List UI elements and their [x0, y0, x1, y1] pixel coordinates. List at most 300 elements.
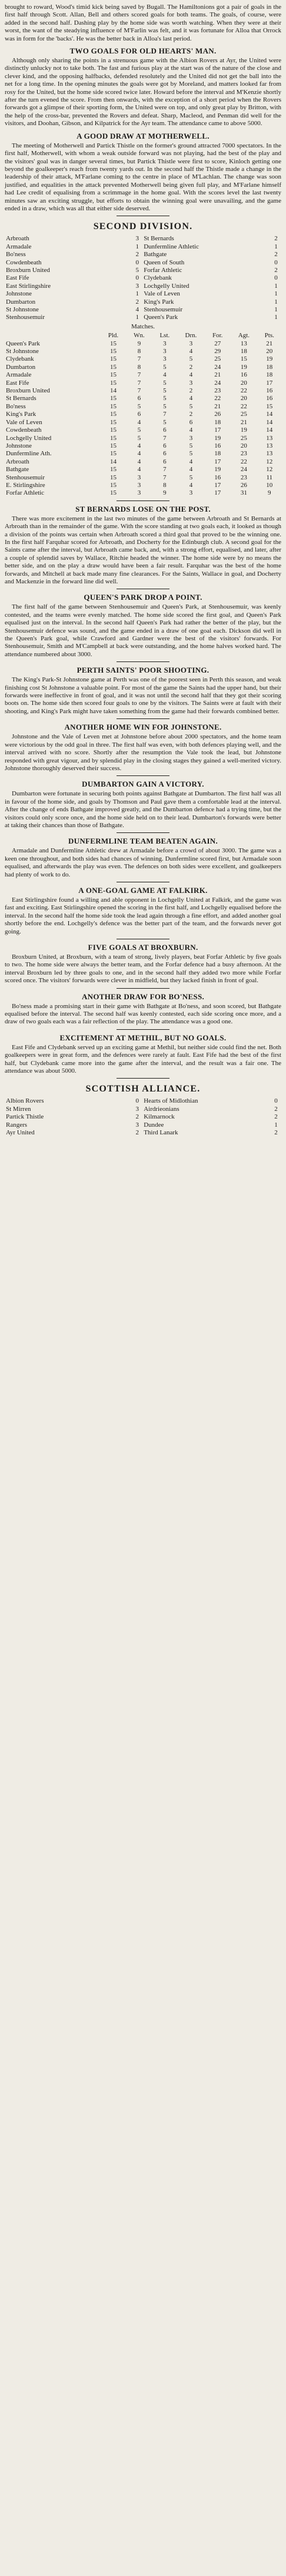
away-score: 2	[274, 1113, 278, 1121]
report-heading: A ONE-GOAL GAME AT FALKIRK.	[78, 885, 208, 895]
home-team: East Stirlingshire	[6, 282, 51, 290]
table-row	[5, 489, 281, 497]
paragraph: Johnstone and the Vale of Leven met at Johnstone before about 2000 spectators, and the home team were victorious by the odd goal in three. The first half was even, with both defences playing well, and the interval arrived with no score. Shortly after the resumption the Vale took the lead, but Johnstone responded with great vigour, and by splendid play in the closing stages they gained a well-merited victory. Johnstone thoroughly deserved their success.	[5, 733, 281, 772]
paragraph: Broxburn United, at Broxburn, with a team of strong, lively players, beat Forfar Athletic by five goals to two. The home side were always the better team, and the Forfar defence had a busy afternoon. At the interval Broxburn led by three goals to one, and in the second half they added two more while Forfar scored once. The visitors' forwards were clever in midfield, but they lacked finish in front of goal.	[5, 953, 281, 985]
stat-cell: 4	[137, 442, 141, 449]
result-row	[5, 251, 281, 258]
away-score: 1	[274, 1121, 278, 1129]
home-score: 1	[135, 243, 139, 250]
stat-cell: 19	[214, 434, 221, 442]
away-team: Dunfermline Athletic	[144, 243, 199, 250]
stat-cell: 14	[109, 387, 117, 395]
stat-cell: 15	[109, 411, 117, 418]
away-team: Forfar Athletic	[144, 266, 182, 274]
stat-cell: 12	[266, 466, 273, 473]
stat-cell: 3	[163, 355, 167, 363]
home-team: East Fife	[6, 274, 29, 282]
stat-cell: 13	[266, 450, 273, 458]
stat-cell: 20	[240, 379, 247, 387]
team-name: Bathgate	[6, 466, 29, 473]
column-header: Drn.	[185, 332, 197, 340]
stat-cell: 6	[163, 442, 167, 449]
table-header-row	[5, 332, 281, 340]
stat-cell: 13	[240, 340, 247, 347]
stat-cell: 3	[189, 434, 193, 442]
stat-cell: 19	[240, 426, 247, 434]
team-column-header	[5, 332, 101, 340]
away-team: Queen's Park	[144, 314, 178, 321]
paragraph: Although only sharing the points in a strenuous game with the Albion Rovers at Ayr, the United were distinctly unlucky not to take both. The fast and furious play at the start was of the nature of the close and clever kind, and the opposing halfbacks, defended resolutely and the United did not get the ball into the net for a long time. In the opening minutes the goals were got by Moreland, and matters looked far from rosy for the United, but the home side scored twice later. Howard before the interval and M'Kenzie shortly after the turn evened the score. From then onwards, with the exception of a short period when the Rovers forwards got a glimpse of their sporting form, the United were on top, and only great play by Britton, with the help of the cross-bar, prevented the Rovers and defeat. Sharp, Macleod, and Penman did well for the visitors, and Doohan, Gibson, and Kilpatrick for the Ayr team. The attendance came to above 5000.	[5, 57, 281, 127]
stat-cell: 2	[189, 363, 193, 371]
stat-cell: 15	[109, 434, 117, 442]
result-row	[5, 306, 281, 314]
result-row	[5, 290, 281, 298]
stat-cell: 5	[189, 473, 193, 481]
stat-cell: 9	[163, 489, 167, 497]
team-name: Arbroath	[6, 458, 29, 465]
stat-cell: 4	[189, 395, 193, 402]
stat-cell: 14	[109, 458, 117, 465]
table-row	[5, 426, 281, 434]
stat-cell: 16	[240, 371, 247, 379]
stat-cell: 17	[214, 458, 221, 465]
stat-cell: 16	[214, 473, 221, 481]
stat-cell: 17	[266, 379, 273, 387]
home-score: 0	[135, 258, 139, 266]
stat-cell: 4	[189, 371, 193, 379]
away-team: Dundee	[144, 1121, 164, 1129]
stat-cell: 15	[109, 379, 117, 387]
team-name: Johnstone	[6, 442, 32, 449]
report-heading: PERTH SAINTS' POOR SHOOTING.	[77, 666, 209, 675]
home-team: Cowdenbeath	[6, 258, 42, 266]
alliance-results	[5, 1097, 281, 1137]
stat-cell: 5	[163, 363, 167, 371]
divider	[117, 1029, 169, 1030]
stat-cell: 7	[137, 379, 141, 387]
stat-cell: 15	[109, 395, 117, 402]
stat-cell: 4	[137, 458, 141, 465]
home-score: 0	[135, 1097, 139, 1105]
away-score: 1	[274, 306, 278, 313]
result-row	[5, 314, 281, 321]
home-team: Arbroath	[6, 235, 29, 243]
away-team: Airdrieonians	[144, 1105, 179, 1113]
stat-cell: 9	[137, 340, 141, 347]
stat-cell: 11	[266, 473, 273, 481]
team-name: Lochgelly United	[6, 434, 52, 442]
result-row	[5, 1106, 281, 1113]
home-team: Ayr United	[6, 1129, 35, 1137]
stat-cell: 5	[189, 442, 193, 449]
stat-cell: 15	[109, 402, 117, 410]
away-score: 1	[274, 314, 278, 321]
table-row	[5, 442, 281, 450]
paragraph: The King's Park-St Johnstone game at Perth was one of the poorest seen in Perth this season, and weak finishing cost St Johnstone a valuable point. For most of the game the Saints had the upper hand, but their forwards were ineffective in front of goal, and it was not until the second half that they got their scoring boots on. The home side then scored four goals to one by the visitors. The Saints were at fault with their shooting, and King's Park might have taken something from the game had their forwards combined better.	[5, 676, 281, 715]
result-row	[5, 283, 281, 290]
stat-cell: 17	[214, 426, 221, 434]
home-score: 1	[135, 314, 139, 321]
away-score: 2	[274, 235, 278, 243]
stat-cell: 15	[109, 348, 117, 355]
stat-cell: 20	[240, 395, 247, 402]
away-score: 2	[274, 1129, 278, 1137]
stat-cell: 3	[189, 489, 193, 497]
home-score: 5	[135, 266, 139, 274]
result-row	[5, 1129, 281, 1137]
stat-cell: 27	[214, 340, 221, 347]
away-score: 1	[274, 243, 278, 250]
stat-cell: 4	[163, 371, 167, 379]
stat-cell: 7	[137, 387, 141, 395]
paragraph: brought to roward, Wood's timid kick being saved by Bugall. The Hamiltonions got a pair of goals in the first half through Scott. Allan, Bell and others scored goals for both teams. The goals, of course, were added in the second half. Dashing play by the home side was worth watching. When they were at their worst, the want of the steadying influence of M'Farlin was felt, and it was fortunate for Alloa that Orrock was in form for the 'backs'. He was the better back in Alloa's last period.	[5, 4, 281, 42]
stat-cell: 20	[240, 442, 247, 449]
home-score: 2	[135, 1113, 139, 1121]
result-row	[5, 1097, 281, 1105]
report-heading: FIVE GOALS AT BROXBURN.	[88, 943, 198, 952]
table-row	[5, 379, 281, 387]
home-score: 3	[135, 1121, 139, 1129]
stat-cell: 4	[137, 418, 141, 426]
paragraph: Dumbarton were fortunate in securing both points against Bathgate at Dumbarton. The first half was all in favour of the home side, and goals by Thomson and Paul gave them a comfortable lead at the interval. After the change of ends Bathgate improved greatly, and the Dumbarton defence had a trying time, but the visitors could only score once, and the home side held on to their lead. Dumbarton's forwards were better at taking their chances than those of Bathgate.	[5, 790, 281, 829]
stat-cell: 5	[189, 402, 193, 410]
home-score: 2	[135, 298, 139, 305]
stat-cell: 15	[109, 442, 117, 449]
result-row	[5, 1113, 281, 1121]
team-name: Broxburn United	[6, 387, 50, 395]
stat-cell: 7	[163, 411, 167, 418]
league-table-caption: Matches.	[131, 323, 155, 330]
home-score: 3	[135, 282, 139, 290]
report-heading: ANOTHER HOME WIN FOR JOHNSTONE.	[64, 723, 222, 732]
stat-cell: 4	[137, 466, 141, 473]
paragraph: Bo'ness made a promising start in their game with Bathgate at Bo'ness, and soon scored, but Bathgate equalised before the interval. The second half was keenly contested, each side scoring once more, and a draw of two goals each was a fair reflection of the play. The attendance was a good one.	[5, 1002, 281, 1026]
stat-cell: 3	[137, 481, 141, 489]
stat-cell: 21	[214, 402, 221, 410]
home-team: Partick Thistle	[6, 1113, 44, 1121]
stat-cell: 7	[163, 466, 167, 473]
home-team: St Mirren	[6, 1105, 31, 1113]
away-team: King's Park	[144, 298, 174, 305]
table-row	[5, 340, 281, 348]
opening-text	[5, 4, 281, 43]
away-team: Kilmarnock	[144, 1113, 175, 1121]
team-name: Dumbarton	[6, 363, 36, 371]
stat-cell: 2	[189, 387, 193, 395]
stat-cell: 5	[163, 395, 167, 402]
stat-cell: 3	[137, 473, 141, 481]
away-team: Clydebank	[144, 274, 172, 282]
stat-cell: 15	[109, 466, 117, 473]
team-name: Stenhousemuir	[6, 473, 45, 481]
stat-cell: 15	[266, 402, 273, 410]
column-header: Pld.	[108, 332, 119, 340]
stat-cell: 15	[109, 450, 117, 458]
table-row	[5, 348, 281, 355]
stat-cell: 3	[163, 340, 167, 347]
stat-cell: 16	[266, 387, 273, 395]
stat-cell: 7	[137, 371, 141, 379]
column-header: Wn.	[134, 332, 145, 340]
home-team: Armadale	[6, 243, 32, 250]
home-team: Bo'ness	[6, 251, 26, 258]
away-score: 0	[274, 274, 278, 282]
stat-cell: 13	[266, 434, 273, 442]
stat-cell: 18	[214, 450, 221, 458]
stat-cell: 8	[163, 481, 167, 489]
stat-cell: 4	[189, 481, 193, 489]
stat-cell: 20	[266, 348, 273, 355]
away-score: 2	[274, 251, 278, 258]
paragraph: The meeting of Motherwell and Partick Thistle on the former's ground attracted 7000 spectators. In the first half, Motherwell, with whom a weak outside forward was not playing, had the best of the play and the visitors' goal was in danger several times, but Partick Thistle were first to score, Kinloch getting one beyond the goalkeeper's reach from twenty yards out. In the second half the Thistle made a change in the leadership of their attack, M'Farlane coming to the centre in place of M'Lachlan. The change was soon justified, and equalities in the attack prevented Motherwell being given full play, and M'Farlane himself had Lee credit of equalising from a scrimmage in the home goal. With the scores level the last twenty minutes saw an exciting struggle, but efforts to obtain the winning goal were unavailing, and the game ended in a draw, which was all that either side deserved.	[5, 142, 281, 212]
stat-cell: 22	[240, 402, 247, 410]
stat-cell: 19	[214, 466, 221, 473]
stat-cell: 5	[137, 402, 141, 410]
stat-cell: 4	[189, 348, 193, 355]
team-name: Clydebank	[6, 355, 34, 363]
stat-cell: 24	[214, 363, 221, 371]
home-team: Rangers	[6, 1121, 28, 1129]
away-score: 0	[274, 1097, 278, 1105]
team-name: Dunfermline Ath.	[6, 450, 52, 458]
stat-cell: 16	[214, 442, 221, 449]
stat-cell: 2	[189, 411, 193, 418]
away-team: Vale of Leven	[144, 290, 180, 298]
section-heading: TWO GOALS FOR OLD HEARTS' MAN.	[69, 46, 217, 56]
column-header: Lst.	[159, 332, 170, 340]
stat-cell: 18	[266, 371, 273, 379]
result-row	[5, 298, 281, 306]
stat-cell: 6	[137, 395, 141, 402]
paragraph: East Fife and Clydebank served up an exciting game at Methil, but neither side could find the net. Both goalkeepers were in great form, and the defences were rarely at fault. East Fife had the best of the first half, but Clydebank came more into the game after the interval, and the result was a fair one. The attendance was about 5000.	[5, 1043, 281, 1075]
divider	[117, 832, 169, 833]
stat-cell: 25	[214, 355, 221, 363]
team-name: E. Stirlingshire	[6, 481, 45, 489]
stat-cell: 4	[189, 426, 193, 434]
table-row	[5, 395, 281, 402]
table-row	[5, 403, 281, 411]
team-name: Bo'ness	[6, 402, 26, 410]
stat-cell: 14	[266, 418, 273, 426]
away-score: 1	[274, 290, 278, 298]
stat-cell: 22	[240, 387, 247, 395]
table-row	[5, 364, 281, 371]
stat-cell: 29	[214, 348, 221, 355]
divider	[117, 988, 169, 989]
column-header: Pts.	[264, 332, 274, 340]
away-score: 1	[274, 298, 278, 305]
stat-cell: 31	[240, 489, 247, 497]
paragraph: East Stirlingshire found a willing and able opponent in Lochgelly United at Falkirk, and the game was fast and exciting. East Stirlingshire opened the scoring in the first half, and Lochgelly equalised before the interval. In the second half the home side took the lead again through a fine effort, and added another goal shortly before the end. Lochgelly's defence was the better part of the team, and the forwards never got going.	[5, 896, 281, 935]
match-reports-top	[5, 46, 281, 213]
table-row	[5, 458, 281, 466]
stat-cell: 9	[268, 489, 271, 497]
home-team: Stenhousemuir	[6, 314, 45, 321]
table-row	[5, 466, 281, 473]
away-team: Hearts of Midlothian	[144, 1097, 198, 1105]
stat-cell: 22	[214, 395, 221, 402]
stat-cell: 15	[109, 371, 117, 379]
team-name: St Johnstone	[6, 348, 39, 355]
home-score: 2	[135, 1129, 139, 1137]
table-row	[5, 371, 281, 379]
away-team: Queen of South	[144, 258, 185, 266]
stat-cell: 23	[240, 450, 247, 458]
table-row	[5, 450, 281, 458]
stat-cell: 7	[163, 473, 167, 481]
team-name: East Fife	[6, 379, 29, 387]
stat-cell: 21	[266, 340, 273, 347]
stat-cell: 16	[266, 395, 273, 402]
away-score: 1	[274, 282, 278, 290]
stat-cell: 5	[163, 402, 167, 410]
stat-cell: 5	[163, 418, 167, 426]
result-row	[5, 243, 281, 251]
divider	[117, 718, 169, 719]
stat-cell: 4	[189, 458, 193, 465]
stat-cell: 6	[163, 426, 167, 434]
stat-cell: 8	[137, 363, 141, 371]
home-score: 2	[135, 251, 139, 258]
stat-cell: 7	[163, 434, 167, 442]
stat-cell: 5	[137, 426, 141, 434]
stat-cell: 15	[109, 489, 117, 497]
home-score: 3	[135, 1105, 139, 1113]
result-row	[5, 274, 281, 282]
result-row	[5, 235, 281, 243]
report-heading: EXCITEMENT AT METHIL, BUT NO GOALS.	[59, 1033, 227, 1042]
away-score: 0	[274, 258, 278, 266]
divider	[117, 661, 169, 662]
stat-cell: 3	[163, 348, 167, 355]
divider	[117, 775, 169, 776]
stat-cell: 18	[266, 363, 273, 371]
stat-cell: 6	[163, 450, 167, 458]
away-team: St Bernards	[144, 235, 174, 243]
away-team: Stenhousemuir	[144, 306, 183, 313]
stat-cell: 18	[214, 418, 221, 426]
table-row	[5, 419, 281, 426]
column-header: For.	[212, 332, 223, 340]
stat-cell: 13	[266, 442, 273, 449]
table-row	[5, 435, 281, 442]
report-heading: ST BERNARDS LOSE ON THE POST.	[75, 504, 211, 513]
table-row	[5, 411, 281, 418]
stat-cell: 25	[240, 411, 247, 418]
team-name: Vale of Leven	[6, 418, 42, 426]
paragraph: Armadale and Dunfermline Athletic drew at Armadale before a crowd of about 3000. The game was a keen one throughout, and both sides had chances of winning. Dunfermline scored first, but Armadale soon equalised, and afterwards the play was even. The defences on both sides were excellent, and goalkeepers had plenty of work to do.	[5, 847, 281, 878]
stat-cell: 26	[240, 481, 247, 489]
second-division-results	[5, 235, 281, 321]
stat-cell: 15	[109, 426, 117, 434]
stat-cell: 14	[266, 426, 273, 434]
stat-cell: 15	[109, 355, 117, 363]
table-row	[5, 355, 281, 363]
stat-cell: 15	[109, 340, 117, 347]
stat-cell: 4	[189, 466, 193, 473]
stat-cell: 21	[240, 418, 247, 426]
stat-cell: 17	[214, 489, 221, 497]
stat-cell: 5	[137, 434, 141, 442]
stat-cell: 4	[137, 450, 141, 458]
home-score: 1	[135, 290, 139, 298]
stat-cell: 5	[189, 355, 193, 363]
stat-cell: 18	[240, 348, 247, 355]
stat-cell: 25	[240, 434, 247, 442]
team-name: Queen's Park	[6, 340, 40, 347]
stat-cell: 7	[137, 355, 141, 363]
stat-cell: 23	[240, 473, 247, 481]
result-row	[5, 267, 281, 274]
table-row	[5, 387, 281, 395]
column-header: Agt.	[238, 332, 250, 340]
stat-cell: 22	[240, 458, 247, 465]
stat-cell: 6	[163, 458, 167, 465]
section-heading: A GOOD DRAW AT MOTHERWELL.	[77, 131, 209, 140]
divider	[117, 1078, 169, 1079]
table-row	[5, 482, 281, 489]
stat-cell: 10	[266, 481, 273, 489]
home-team: Albion Rovers	[6, 1097, 44, 1105]
paragraph: The first half of the game between Stenhousemuir and Queen's Park, at Stenhousemuir, was keenly contested, and the teams were evenly matched. The home side scored the first goal, and Queen's Park equalised just on the interval. In the second half Queen's Park had rather the better of the play, but the Stenhousemuir defence was sound, and the game ended in a draw of one goal each. Dickson did well in the Queen's Park goal, while Crawford and Gardner were the best of the visitors' forwards. For Stenhousemuir, Smith and M'Campbell at back were outstanding, and the home halves worked hard. The attendance numbered about 3000.	[5, 603, 281, 658]
stat-cell: 5	[163, 379, 167, 387]
table-row	[5, 474, 281, 482]
match-reports	[5, 501, 281, 1076]
result-row	[5, 259, 281, 267]
away-team: Bathgate	[144, 251, 167, 258]
team-name: Forfar Athletic	[6, 489, 45, 497]
stat-cell: 19	[240, 363, 247, 371]
stat-cell: 5	[189, 450, 193, 458]
home-team: Dumbarton	[6, 298, 36, 305]
stat-cell: 21	[214, 371, 221, 379]
report-heading: ANOTHER DRAW FOR BO'NESS.	[81, 992, 205, 1001]
away-score: 2	[274, 1105, 278, 1113]
team-name: Cowdenbeath	[6, 426, 42, 434]
stat-cell: 3	[189, 379, 193, 387]
home-team: Johnstone	[6, 290, 32, 298]
stat-cell: 3	[189, 340, 193, 347]
stat-cell: 6	[189, 418, 193, 426]
team-name: Armadale	[6, 371, 32, 379]
stat-cell: 26	[214, 411, 221, 418]
home-score: 0	[135, 274, 139, 282]
report-heading: DUNFERMLINE TEAM BEATEN AGAIN.	[68, 837, 218, 846]
home-score: 4	[135, 306, 139, 313]
away-score: 2	[274, 266, 278, 274]
home-score: 3	[135, 235, 139, 243]
stat-cell: 15	[109, 418, 117, 426]
stat-cell: 14	[266, 411, 273, 418]
stat-cell: 5	[163, 387, 167, 395]
stat-cell: 15	[109, 363, 117, 371]
report-heading: QUEEN'S PARK DROP A POINT.	[84, 593, 202, 602]
alliance-heading: SCOTTISH ALLIANCE.	[85, 1084, 201, 1094]
stat-cell: 6	[137, 411, 141, 418]
stat-cell: 19	[266, 355, 273, 363]
stat-cell: 15	[109, 481, 117, 489]
stat-cell: 15	[109, 473, 117, 481]
second-division-heading: SECOND DIVISION.	[93, 221, 193, 232]
home-team: St Johnstone	[6, 306, 39, 313]
away-team: Third Lanark	[144, 1129, 178, 1137]
stat-cell: 8	[137, 348, 141, 355]
stat-cell: 24	[240, 466, 247, 473]
stat-cell: 15	[240, 355, 247, 363]
result-row	[5, 1121, 281, 1129]
away-team: Lochgelly United	[144, 282, 189, 290]
home-team: Broxburn United	[6, 266, 50, 274]
